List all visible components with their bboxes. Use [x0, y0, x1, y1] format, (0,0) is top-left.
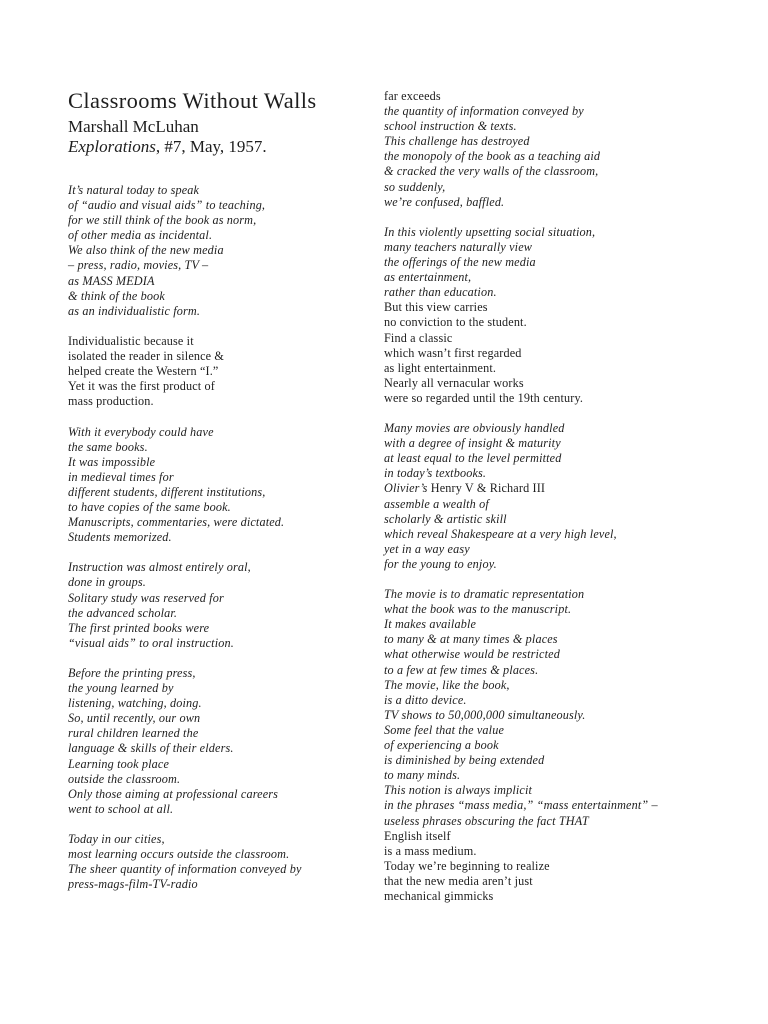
text-line: we’re confused, baffled. [384, 194, 505, 209]
document-author: Marshall McLuhan [68, 117, 199, 136]
text-line: It’s natural today to speak [68, 183, 200, 197]
paragraph-gap [384, 406, 724, 421]
text-line: “visual aids” to oral instruction. [68, 635, 234, 650]
text-fragment: Olivier’s [384, 481, 431, 496]
text-line: to a few at few times & places. [384, 662, 539, 677]
text-line: the quantity of information conveyed by [384, 104, 584, 119]
text-line: of other media as incidental. [68, 228, 213, 243]
text-line: This challenge has destroyed [384, 134, 530, 149]
text-line: TV shows to 50,000,000 simultaneously. [384, 707, 586, 722]
text-line: Many movies are obviously handled [384, 421, 565, 436]
text-line: useless phrases obscuring the fact THAT [384, 813, 589, 828]
text-line: Find a classic [384, 330, 453, 345]
document-title: Classrooms Without Walls [68, 88, 317, 113]
text-line: & think of the book [68, 288, 165, 303]
text-line: to many & at many times & places [384, 632, 558, 647]
right-text-column [384, 89, 724, 904]
text-line: language & skills of their elders. [68, 741, 234, 756]
text-line: different students, different institutions, [68, 484, 266, 499]
text-line: Students memorized. [68, 530, 172, 545]
text-line: Individualistic because it [68, 333, 194, 348]
text-line: the offerings of the new media [384, 255, 536, 270]
text-line: far exceeds [384, 89, 441, 103]
text-line: is diminished by being extended [384, 753, 545, 768]
text-line: what otherwise would be restricted [384, 647, 560, 662]
text-line: & cracked the very walls of the classroom, [384, 164, 599, 179]
text-line: Before the printing press, [68, 666, 196, 680]
text-line: We also think of the new media [68, 243, 224, 258]
source-journal: Explorations [68, 137, 156, 156]
text-line: But this view carries [384, 300, 488, 315]
paragraph [68, 334, 408, 409]
text-line: The movie is to dramatic representation [384, 587, 585, 602]
text-line: to have copies of the same book. [68, 499, 231, 514]
text-line: It makes available [384, 617, 477, 632]
text-line: the advanced scholar. [68, 605, 178, 620]
document-source [68, 136, 267, 158]
paragraph-gap [68, 409, 408, 424]
text-line: Only those aiming at professional careers [68, 786, 279, 801]
text-line: The first printed books were [68, 620, 210, 635]
paragraph-gap [384, 210, 724, 225]
paragraph [384, 89, 724, 210]
text-line: Today we’re beginning to realize [384, 858, 550, 873]
paragraph [384, 421, 724, 572]
text-line: most learning occurs outside the classroom. [68, 847, 290, 862]
text-line: Today in our cities, [68, 832, 165, 847]
paragraph-gap [68, 651, 408, 666]
paragraph-gap [384, 572, 724, 587]
text-line: mass production. [68, 394, 154, 409]
text-line: for we still think of the book as norm, [68, 213, 257, 228]
text-line: Some feel that the value [384, 722, 505, 737]
text-line: rural children learned the [68, 726, 199, 741]
text-line: for the young to enjoy. [384, 556, 497, 571]
text-line: which reveal Shakespeare at a very high level, [384, 526, 617, 541]
text-line: to many minds. [384, 768, 461, 783]
text-line: school instruction & texts. [384, 119, 517, 134]
text-line: Instruction was almost entirely oral, [68, 560, 251, 575]
text-line: scholarly & artistic skill [384, 511, 507, 526]
text-line: Manuscripts, commentaries, were dictated. [68, 515, 285, 530]
text-line: Learning took place [68, 756, 170, 771]
text-line: listening, watching, doing. [68, 696, 202, 711]
text-line: Solitary study was reserved for [68, 590, 224, 605]
text-line: isolated the reader in silence & [68, 349, 225, 364]
text-line: as entertainment, [384, 270, 472, 285]
paragraph-gap [68, 545, 408, 560]
text-line: no conviction to the student. [384, 315, 527, 330]
text-line: This notion is always implicit [384, 783, 533, 798]
text-line: Nearly all vernacular works [384, 375, 524, 390]
text-line: with a degree of insight & maturity [384, 436, 561, 451]
text-line: Yet it was the first product of [68, 379, 215, 394]
text-line: as MASS MEDIA [68, 273, 155, 288]
text-line: what the book was to the manuscript. [384, 602, 572, 617]
text-line: With it everybody could have [68, 424, 214, 439]
text-line: done in groups. [68, 575, 146, 590]
text-line: were so regarded until the 19th century. [384, 390, 584, 405]
text-line: The movie, like the book, [384, 677, 510, 692]
paragraph [68, 560, 408, 651]
text-line: in the phrases “mass media,” “mass entertainment” – [384, 798, 658, 813]
text-line [384, 481, 724, 496]
text-line: is a ditto device. [384, 692, 467, 707]
text-line: at least equal to the level permitted [384, 451, 562, 466]
text-line: mechanical gimmicks [384, 888, 494, 903]
text-line: so suddenly, [384, 179, 446, 194]
text-line: assemble a wealth of [384, 496, 489, 511]
text-line: of “audio and visual aids” to teaching, [68, 198, 266, 213]
text-line: So, until recently, our own [68, 711, 201, 726]
text-line: the monopoly of the book as a teaching aid [384, 149, 601, 164]
text-line: rather than education. [384, 285, 497, 300]
text-line: which wasn’t first regarded [384, 345, 522, 360]
text-line: in medieval times for [68, 469, 174, 484]
text-line: is a mass medium. [384, 843, 477, 858]
text-fragment: Henry V & Richard III [430, 481, 546, 496]
text-line: outside the classroom. [68, 771, 181, 786]
text-line: that the new media aren’t just [384, 873, 533, 888]
text-line: in today’s textbooks. [384, 466, 487, 481]
paragraph [68, 666, 408, 817]
text-line: press-mags-film-TV-radio [68, 877, 198, 892]
paragraph [68, 183, 408, 319]
paragraph [68, 832, 408, 892]
text-line: – press, radio, movies, TV – [68, 258, 209, 273]
text-line: of experiencing a book [384, 738, 499, 753]
paragraph-gap [68, 817, 408, 832]
text-line: as an individualistic form. [68, 303, 201, 318]
text-line: yet in a way easy [384, 541, 470, 556]
text-line: the same books. [68, 439, 148, 454]
source-details: , #7, May, 1957. [155, 137, 267, 156]
text-line: In this violently upsetting social situation, [384, 224, 596, 239]
text-line: went to school at all. [68, 801, 174, 816]
paragraph [384, 587, 724, 904]
text-line: The sheer quantity of information conveyed by [68, 862, 302, 877]
left-text-column [68, 183, 408, 892]
text-line: English itself [384, 828, 451, 843]
paragraph [384, 225, 724, 406]
text-line: helped create the Western “I.” [68, 364, 219, 379]
text-line: as light entertainment. [384, 360, 497, 375]
text-line: It was impossible [68, 454, 156, 469]
text-line: many teachers naturally view [384, 239, 533, 254]
paragraph-gap [68, 319, 408, 334]
paragraph [68, 425, 408, 546]
text-line: the young learned by [68, 681, 174, 696]
